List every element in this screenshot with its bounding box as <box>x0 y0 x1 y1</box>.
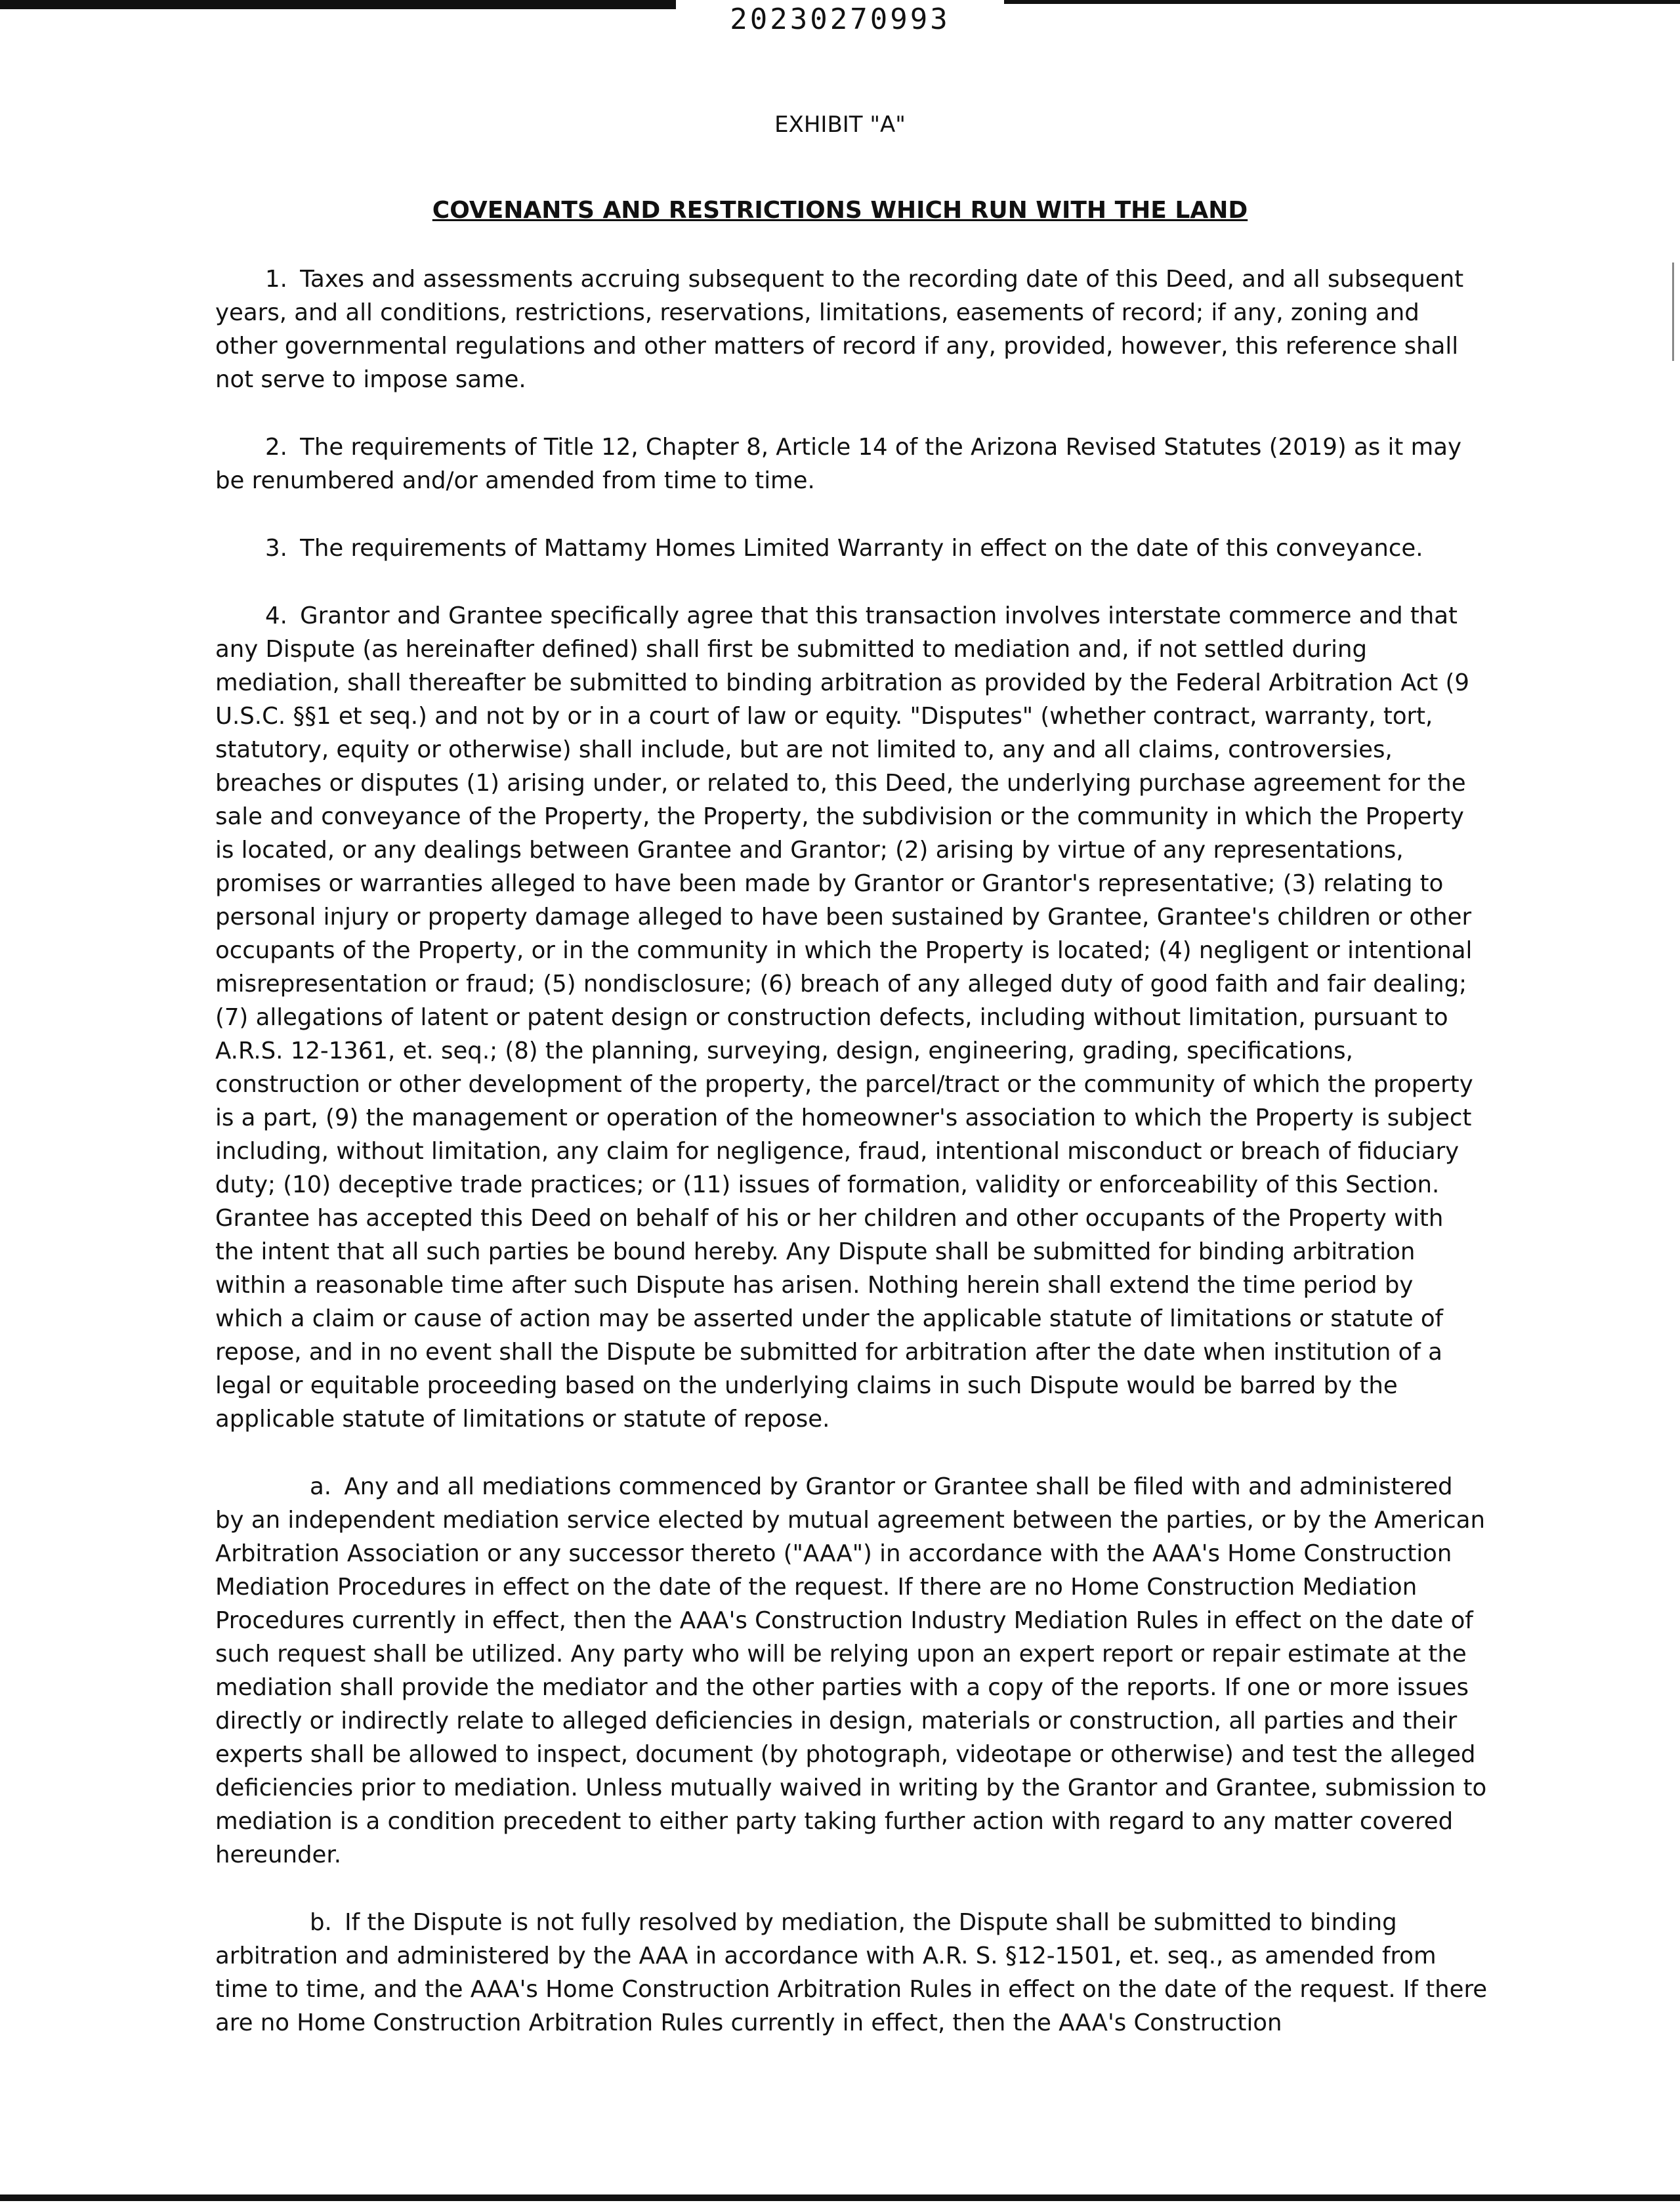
subparagraph-letter: b. <box>310 1909 332 1936</box>
subparagraph-b <box>215 1906 1488 2040</box>
paragraph-2 <box>215 430 1488 497</box>
scan-edge-mark <box>1672 262 1674 361</box>
paragraph-text: The requirements of Title 12, Chapter 8, Article 14 of the Arizona Revised Statutes (2019) as it may be renumbered and/or amended from time to time. <box>215 434 1461 494</box>
paragraph-text: Taxes and assessments accruing subsequent to the recording date of this Deed, and all subsequent years, and all conditions, restrictions, reservations, limitations, easements of record; if any, zoning and other governmental regulations and other matters of record if any, provided, however, this reference shall not serve to impose same. <box>215 266 1464 393</box>
paragraph-number: 4. <box>265 602 287 629</box>
paragraph-number: 3. <box>265 535 287 562</box>
paragraph-number: 2. <box>265 434 287 461</box>
paragraph-4 <box>215 599 1488 1436</box>
paragraph-number: 1. <box>265 266 287 293</box>
scan-border-top-right <box>1004 0 1680 4</box>
subparagraph-a <box>215 1470 1488 1872</box>
subparagraph-text: Any and all mediations commenced by Grantor or Grantee shall be filed with and administered by an independent mediation service elected by mutual agreement between the parties, or by the American Arbitration Association or any successor thereto ("AAA") in accordance with the AAA's Home Construction Mediation Procedures in effect on the date of the request. If there are no Home Construction Mediation Procedures currently in effect, then the AAA's Construction Industry Mediation Rules in effect on the date of such request shall be utilized. Any party who will be relying upon an expert report or repair estimate at the mediation shall provide the mediator and the other parties with a copy of the reports. If one or more issues directly or indirectly relate to alleged deficiencies in design, materials or construction, all parties and their experts shall be allowed to inspect, document (by photograph, videotape or otherwise) and test the alleged deficiencies prior to mediation. Unless mutually waived in writing by the Grantor and Grantee, submission to mediation is a condition precedent to either party taking further action with regard to any matter covered hereunder. <box>215 1473 1487 1868</box>
subparagraph-text: If the Dispute is not fully resolved by mediation, the Dispute shall be submitted to binding arbitration and administered by the AAA in accordance with A.R. S. §12-1501, et. seq., as amended from time to time, and the AAA's Home Construction Arbitration Rules in effect on the date of the request. If there are no Home Construction Arbitration Rules currently in effect, then the AAA's Construction <box>215 1909 1488 2036</box>
document-body <box>215 262 1488 2074</box>
subparagraph-letter: a. <box>310 1473 332 1500</box>
scan-border-bottom <box>0 2194 1680 2201</box>
paragraph-1 <box>215 262 1488 396</box>
recording-number: 20230270993 <box>730 3 950 36</box>
exhibit-title: EXHIBIT "A" <box>774 112 906 138</box>
paragraph-text: The requirements of Mattamy Homes Limited Warranty in effect on the date of this conveyance. <box>300 535 1423 562</box>
paragraph-3 <box>215 532 1488 565</box>
section-heading: COVENANTS AND RESTRICTIONS WHICH RUN WITH THE LAND <box>432 197 1248 224</box>
paragraph-text: Grantor and Grantee specifically agree that this transaction involves interstate commerce and that any Dispute (as hereinafter defined) shall first be submitted to mediation and, if not settled during mediation, shall thereafter be submitted to binding arbitration as provided by the Federal Arbitration Act (9 U.S.C. §§1 et seq.) and not by or in a court of law or equity. "Disputes" (whether contract, warranty, tort, statutory, equity or otherwise) shall include, but are not limited to, any and all claims, controversies, breaches or disputes (1) arising under, or related to, this Deed, the underlying purchase agreement for the sale and conveyance of the Property, the Property, the subdivision or the community in which the Property is located, or any dealings between Grantee and Grantor; (2) arising by virtue of any representations, promises or warranties alleged to have been made by Grantor or Grantor's representative; (3) relating to personal injury or property damage alleged to have been sustained by Grantee, Grantee's children or other occupants of the Property, or in the community in which the Property is located; (4) negligent or intentional misrepresentation or fraud; (5) nondisclosure; (6) breach of any alleged duty of good faith and fair dealing; (7) allegations of latent or patent design or construction defects, including without limitation, pursuant to A.R.S. 12-1361, et. seq.; (8) the planning, surveying, design, engineering, grading, specifications, construction or other development of the property, the parcel/tract or the community of which the property is a part, (9) the management or operation of the homeowner's association to which the Property is subject including, without limitation, any claim for negligence, fraud, intentional misconduct or breach of fiduciary duty; (10) deceptive trade practices; or (11) issues of formation, validity or enforceability of this Section. Grantee has accepted this Deed on behalf of his or her children and other occupants of the Property with the intent that all such parties be bound hereby. Any Dispute shall be submitted for binding arbitration within a reasonable time after such Dispute has arisen. Nothing herein shall extend the time period by which a claim or cause of action may be asserted under the applicable statute of limitations or statute of repose, and in no event shall the Dispute be submitted for arbitration after the date when institution of a legal or equitable proceeding based on the underlying claims in such Dispute would be barred by the applicable statute of limitations or statute of repose. <box>215 602 1473 1433</box>
